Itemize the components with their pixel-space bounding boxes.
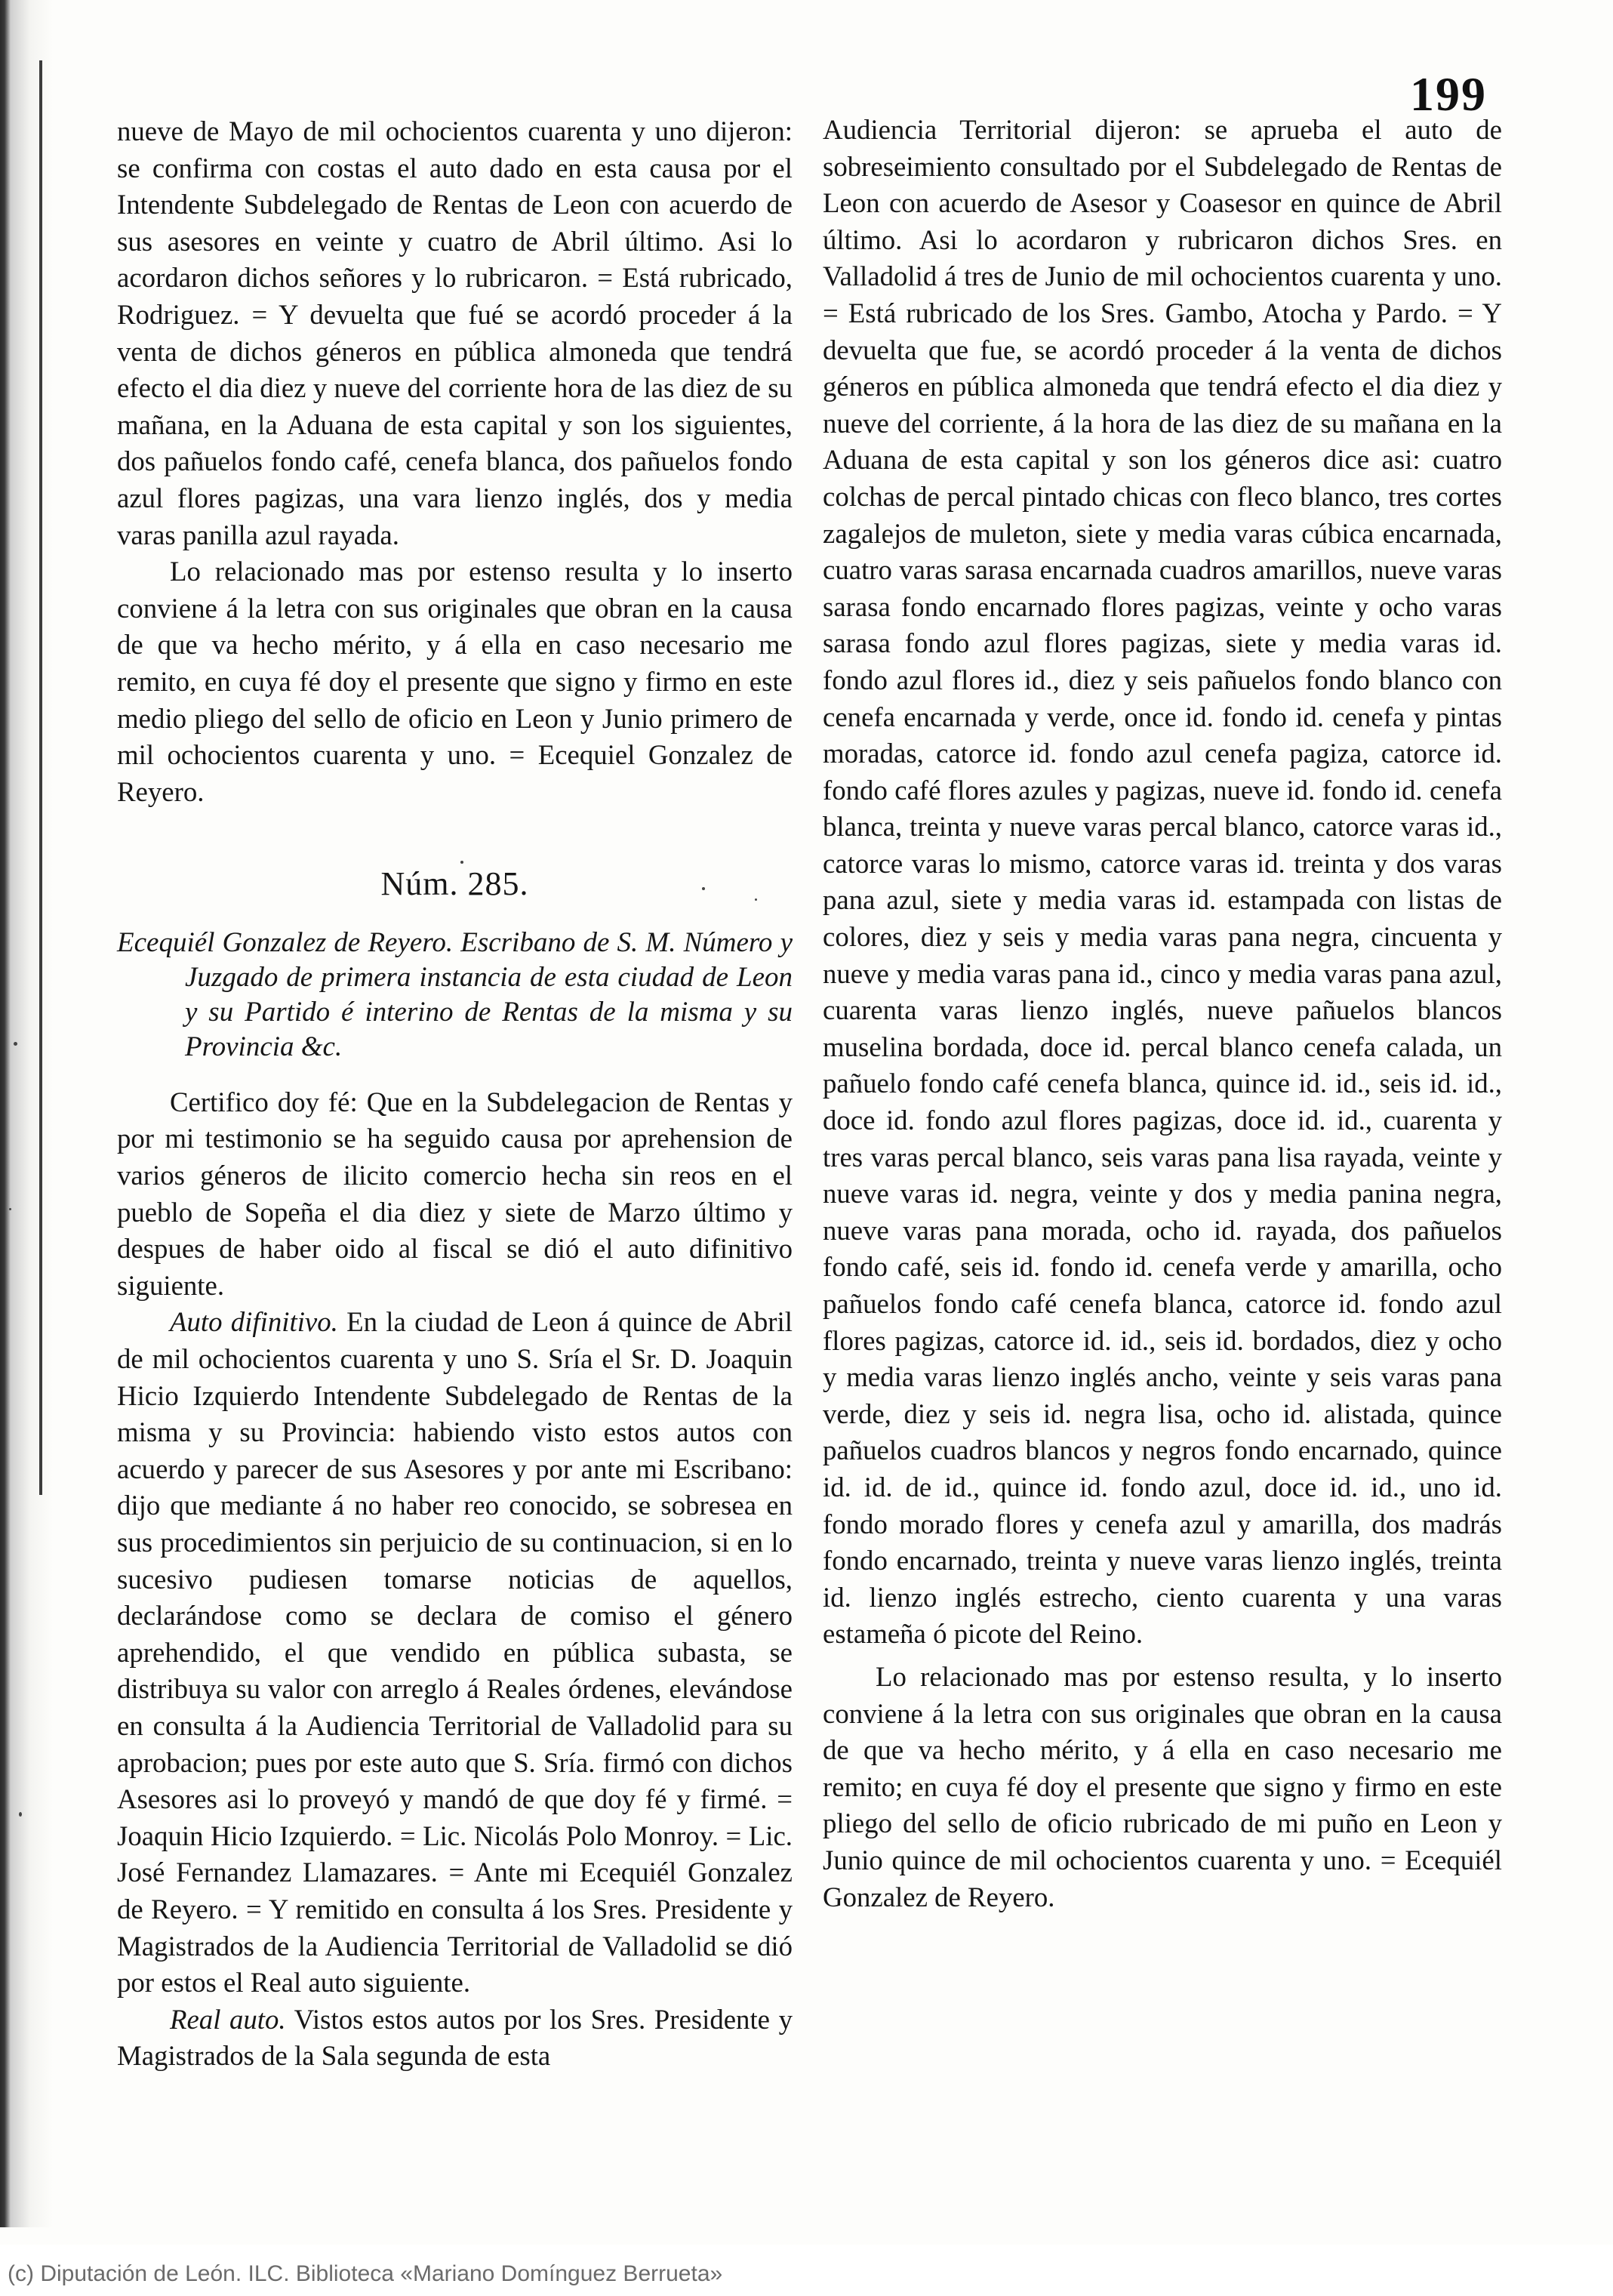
scan-speck [755, 898, 757, 901]
paragraph-spacer [823, 1653, 1502, 1659]
left-paragraph-1: nueve de Mayo de mil ochocientos cuarenta y uno dijeron: se confirma con costas el auto dado en esta causa por el Intendente Subdelegado de Rentas de Leon con acuerdo de sus asesores en veinte y cuatro de Abril último. Asi lo acordaron dichos señores y lo rubricaron. = Está rubricado, Rodriguez. = Y devuelta que fué se acordó proceder á la venta de dichos géneros en pública almoneda que tendrá efecto el dia diez y nueve del corriente hora de las diez de su mañana, en la Aduana de esta capital y son los siguientes, dos pañuelos fondo café, cenefa blanca, dos pañuelos fondo azul flores pagizas, una vara lienzo inglés, dos y media varas panilla azul rayada. [117, 116, 793, 550]
scan-speck [702, 887, 705, 890]
footer [0, 2245, 1613, 2296]
scan-speck [19, 1812, 22, 1817]
left-paragraph-2: Lo relacionado mas por estenso resulta y lo inserto conviene á la letra con sus originales que obran en la causa de que va hecho mérito, y á ella en caso necesario me remito, en cuya fé doy el presente que signo y firmo en este medio pliego del sello de oficio en Leon y Junio primero de mil ochocientos cuarenta y uno. = Ecequiel Gonzalez de Reyero. [117, 556, 793, 807]
right-paragraph-2: Lo relacionado mas por estenso resulta, y lo inserto conviene á la letra con sus originales que obran en la causa de que va hecho mérito, y á ella en caso necesario me remito; en cuya fé doy el presente que signo y firmo en este pliego del sello de oficio rubricado de mi puño en Leon y Junio quince de mil ochocientos cuarenta y uno. = Ecequiél Gonzalez de Reyero. [823, 1660, 1502, 1912]
left-column [117, 113, 793, 2075]
scan-speck [9, 1208, 11, 1210]
page-number: 199 [1410, 67, 1487, 121]
real-auto-label: Real auto. [170, 2003, 286, 2035]
binding-shadow-line [39, 60, 42, 1495]
real-auto-text: Vistos estos autos por los Sres. Presidente y Magistrados de la Sala segunda de esta [117, 2003, 793, 2072]
section-heading: Núm. 285. [380, 865, 529, 903]
scan-speck [460, 861, 463, 864]
left-paragraph-3: Certifico doy fé: Que en la Subdelegacion de Rentas y por mi testimonio se ha seguido causa por aprehension de varios géneros de ilicito comercio hecha sin reos en el pueblo de Sopeña el dia diez y siete de Marzo último y despues de haber oido al fiscal se dió el auto difinitivo siguiente. [117, 1086, 793, 1301]
auto-difinitivo-label: Auto difinitivo. [170, 1306, 338, 1338]
right-paragraph-1: Audiencia Territorial dijeron: se aprueba el auto de sobreseimiento consultado por el Subdelegado de Rentas de Leon con acuerdo de Asesor y Coasesor en quince de Abril último. Asi lo acordaron y rubricaron dichos Sres. en Valladolid á tres de Junio de mil ochocientos cuarenta y uno. = Está rubricado de los Sres. Gambo, Atocha y Pardo. = Y devuelta que fue, se acordó proceder á la venta de dichos géneros en pública almoneda que tendrá efecto el dia diez y nueve del corriente, á la hora de las diez de su mañana en la Aduana de esta capital y son los géneros dice asi: cuatro colchas de percal pintado chicas con fleco blanco, tres cortes zagalejos de muleton, siete y media varas cúbica encarnada, cuatro varas sarasa encarnada cuadros amarillos, nueve varas sarasa fondo encarnado flores pagizas, veinte y ocho varas sarasa fondo azul flores pagizas, siete y media varas id. fondo azul flores id., diez y seis pañuelos fondo blanco con cenefa encarnada y verde, once id. fondo id. cenefa y pintas moradas, catorce id. fondo azul cenefa pagiza, catorce id. fondo café flores azules y pagizas, nueve id. fondo id. cenefa blanca, treinta y nueve varas percal blanco, catorce varas id., catorce varas lo mismo, catorce varas id. treinta y dos varas pana azul, siete y media varas id. estampada con listas de colores, diez y seis y media varas pana negra, cincuenta y nueve y media varas pana id., cinco y media varas pana azul, cuarenta varas lienzo inglés, nueve pañuelos blancos muselina bordada, doce id. percal blanco cenefa calada, un pañuelo fondo café cenefa blanca, quince id. id., seis id. id., doce id. fondo azul flores pagizas, doce id. id., cuarenta y tres varas percal blanco, seis varas pana lisa rayada, veinte y nueve varas id. negra, veinte y dos y media panina negra, nueve varas pana morada, ocho id. rayada, dos pañuelos fondo café, seis id. fondo id. cenefa verde y amarilla, ocho pañuelos fondo café cenefa blanca, catorce id. fondo azul flores pagizas, catorce id. id., seis id. bordados, diez y ocho y media varas lienzo inglés ancho, veinte y seis varas pana verde, diez y seis id. negra lisa, ocho id. alistada, quince pañuelos cuadros blancos y negros fondo encarnado, quince id. id. de id., quince id. fondo azul, doce id. id., uno id. fondo morado flores y cenefa azul y amarilla, dos madrás fondo encarnado, treinta y nueve varas lienzo inglés, treinta id. lienzo inglés estrecho, ciento cuarenta y una varas estameña ó picote del Reino. [823, 114, 1502, 1650]
right-column [823, 112, 1502, 1915]
notary-header: Ecequiél Gonzalez de Reyero. Escribano de S. M. Número y Juzgado de primera instancia de esta ciudad de Leon y su Partido é interino de Rentas de la misma y su Provincia &c. [117, 926, 793, 1062]
scan-speck [14, 1042, 17, 1046]
auto-difinitivo-text: En la ciudad de Leon á quince de Abril de mil ochocientos cuarenta y uno S. Sría el Sr. D. Joaquin Hicio Izquierdo Intendente Subdelegado de Rentas de la misma y su Provincia: habiendo visto estos autos con acuerdo y parecer de sus Asesores y por ante mi Escribano: dijo que mediante á no haber reo conocido, se sobresea en sus procedimientos sin perjuicio de su continuacion, si en lo sucesivo pudiesen tomarse noticias de aquellos, declarándose como se declara de comiso el género aprehendido, el que vendido en pública subasta, se distribuya su valor con arreglo á Reales órdenes, elevándose en consulta á la Audiencia Territorial de Valladolid para su aprobacion; pues por este auto que S. Sría. firmó con dichos Asesores asi lo proveyó y mandó de que doy fé y firmé. = Joaquin Hicio Izquierdo. = Lic. Nicolás Polo Monroy. = Lic. José Fernandez Llamazares. = Ante mi Ecequiél Gonzalez de Reyero. = Y remitido en consulta á los Sres. Presidente y Magistrados de la Audiencia Territorial de Valladolid se dió por estos el Real auto siguiente. [117, 1306, 793, 1999]
left-paragraph-4 [117, 1304, 793, 2001]
left-paragraph-5 [117, 2002, 793, 2075]
copyright-credit: (c) Diputación de León. ILC. Biblioteca «Mariano Domínguez Berrueta» [8, 2261, 723, 2286]
binding-edge [0, 0, 53, 2227]
